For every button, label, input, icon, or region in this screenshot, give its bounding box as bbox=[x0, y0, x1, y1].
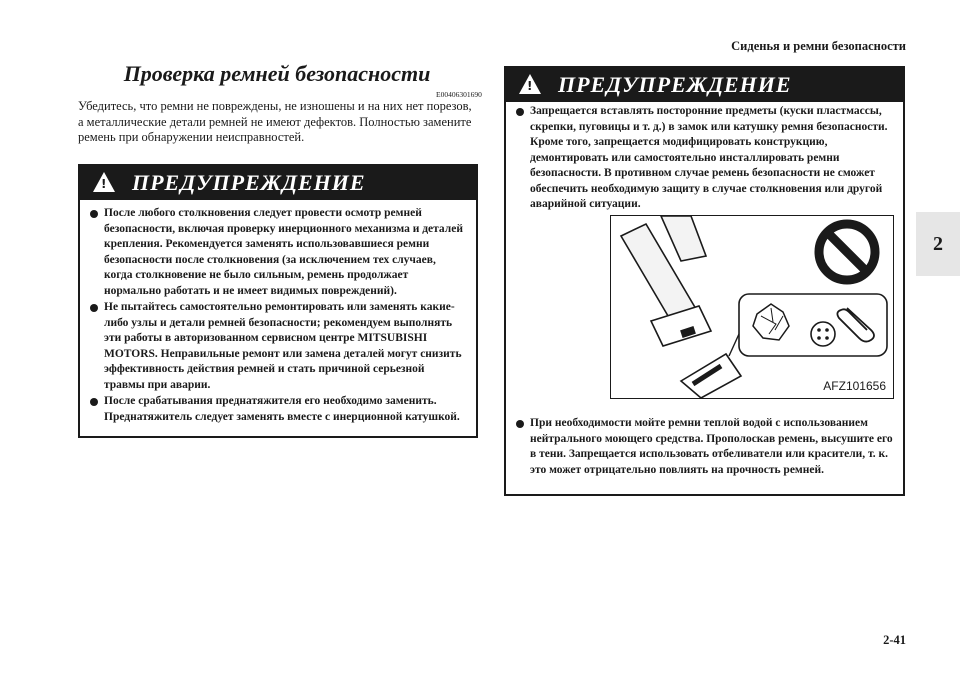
warning-box-left bbox=[78, 164, 478, 438]
latch-plate bbox=[651, 306, 711, 346]
warning-list-top bbox=[506, 102, 903, 213]
warning-triangle-icon: ! bbox=[519, 74, 541, 94]
warning-item: При необходимости мойте ремни теплой водой с использованием нейтрального моющего средства. Прополоскав ремень, высушите его в тени. Запрещается использовать отбеливатели или красители, т. к. это может отрицательно повлиять на прочность ремней. bbox=[510, 416, 895, 478]
prohibition-slash bbox=[827, 232, 867, 272]
callout-line bbox=[729, 334, 739, 356]
seatbelt-drawing bbox=[611, 216, 893, 398]
belt-upper bbox=[661, 216, 706, 261]
button-hole bbox=[817, 328, 821, 332]
warning-heading: ПРЕДУПРЕЖДЕНИЕ bbox=[132, 170, 366, 195]
warning-list bbox=[80, 200, 476, 425]
warning-item: После срабатывания преднатяжителя его необходимо заменить. Преднатяжитель следует заменять вместе с инерционной катушкой. bbox=[84, 394, 466, 425]
warning-item: После любого столкновения следует провести осмотр ремней безопасности, включая проверку инерционного механизма и деталей крепления. Рекомендуется заменять использовавшиеся ремни безопасности после столкновения (за исключением тех случаев, когда столкновение не было сильным, ремень продолжает нормально работать и не имеет видимых повреждений). bbox=[84, 206, 466, 299]
button-hole bbox=[825, 336, 829, 340]
warning-box-right bbox=[504, 66, 905, 496]
running-header: Сиденья и ремни безопасности bbox=[731, 39, 906, 53]
section-title: Проверка ремней безопасности bbox=[123, 61, 431, 86]
page-number: 2-41 bbox=[883, 633, 906, 647]
button-object bbox=[811, 322, 835, 346]
warning-item: Запрещается вставлять посторонние предметы (куски пластмассы, скрепки, пуговицы и т. д.) в замок или катушку ремня безопасности. Кроме того, запрещается модифицировать конструкцию, демонтировать или самостоятельно инсталлировать ремни безопасности. В противном случае ремень безопасности не сможет обеспечить необходимую защиту в случае столкновения или другой аварийной ситуации. bbox=[510, 104, 893, 213]
intro-paragraph: Убедитесь, что ремни не повреждены, не изношены и на них нет порезов, а металлические детали ремней не имеют дефектов. Полностью замените ремень при обнаружении неисправностей. bbox=[78, 99, 472, 144]
warning-triangle-icon: ! bbox=[93, 172, 115, 192]
chapter-tab: 2 bbox=[916, 212, 960, 276]
button-hole bbox=[825, 328, 829, 332]
seatbelt-illustration bbox=[610, 215, 894, 399]
warning-header bbox=[506, 68, 903, 102]
buckle bbox=[681, 354, 741, 398]
section-code: E00406301690 bbox=[436, 90, 482, 99]
warning-header bbox=[80, 166, 476, 200]
warning-list-bottom bbox=[506, 416, 905, 478]
button-hole bbox=[817, 336, 821, 340]
warning-item: Не пытайтесь самостоятельно ремонтировать или заменять какие-либо узлы и детали ремней безопасности; рекомендуем выполнять эти работы в авторизованном сервисном центре MITSUBISHI MOTORS. Неправильные ремонт или замена деталей могут снизить эффективность действия ремней и стать причиной серьезной травмы при аварии. bbox=[84, 300, 466, 393]
figure-code: AFZ101656 bbox=[823, 379, 886, 393]
warning-heading: ПРЕДУПРЕЖДЕНИЕ bbox=[558, 72, 792, 97]
